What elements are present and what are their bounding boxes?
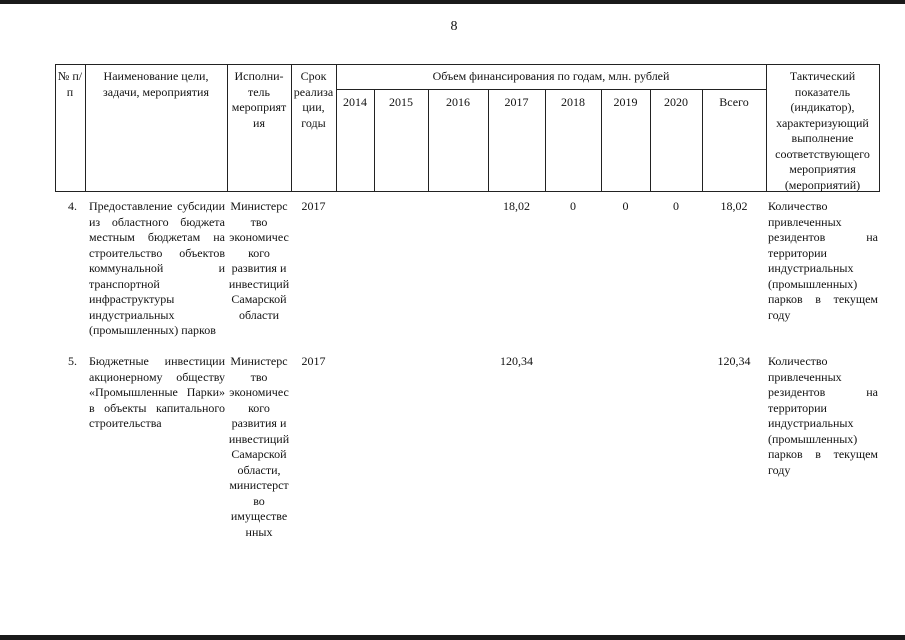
col-divider bbox=[879, 64, 880, 192]
header-year: 2015 bbox=[389, 95, 413, 109]
header-year: 2020 bbox=[664, 95, 688, 109]
row-value: 0 bbox=[673, 199, 679, 213]
row-total: 120,34 bbox=[717, 354, 751, 368]
header-funding-title: Объем финансирования по годам, млн. рублей bbox=[432, 69, 670, 83]
row-executor: Министерство экономического развития и инвестиций Самарской области bbox=[228, 199, 290, 322]
header-indicator: Тактический показатель (индикатор), характеризующий выполнение соответствующего мероприятия (мероприятий) bbox=[775, 69, 870, 192]
row-num: 5. bbox=[68, 354, 77, 368]
row-value: 0 bbox=[622, 199, 629, 213]
page-edge-top bbox=[0, 0, 905, 4]
header-total: Всего bbox=[719, 95, 749, 109]
page-edge-bottom bbox=[0, 635, 905, 640]
header-executor: Исполни-тель мероприятия bbox=[231, 69, 287, 130]
row-name: Предоставление субсидии из областного бюджета местным бюджетам на строительство объектов коммунальной и транспортной инфраструктуры индустриальных (промышленных) парков bbox=[89, 199, 225, 337]
row-indicator: Количество привлеченных резидентов на территории индустриальных (промышленных) парков в текущем году bbox=[768, 354, 878, 477]
col-divider bbox=[766, 64, 767, 192]
row-total: 18,02 bbox=[720, 199, 748, 213]
row-indicator: Количество привлеченных резидентов на территории индустриальных (промышленных) парков в текущем году bbox=[768, 199, 878, 322]
col-divider bbox=[227, 64, 228, 192]
col-divider bbox=[291, 64, 292, 192]
col-divider bbox=[55, 64, 56, 192]
row-name: Бюджетные инвестиции акционерному обществу «Промышленные Парки» в объекты капитального строительства bbox=[89, 354, 225, 430]
col-divider bbox=[85, 64, 86, 192]
row-term: 2017 bbox=[301, 199, 326, 213]
row-executor: Министерство экономического развития и инвестиций Самарской области, министерство имущественных bbox=[228, 354, 290, 539]
header-name: Наименование цели, задачи, мероприятия bbox=[103, 69, 209, 99]
row-value: 120,34 bbox=[500, 354, 533, 368]
header-year: 2014 bbox=[343, 95, 367, 109]
page-number: 8 bbox=[450, 19, 458, 34]
header-year: 2019 bbox=[613, 95, 638, 109]
header-year: 2016 bbox=[446, 95, 470, 109]
row-term: 2017 bbox=[301, 354, 326, 368]
header-term: Срок реализации, годы bbox=[293, 69, 334, 130]
col-divider bbox=[336, 64, 337, 192]
row-num: 4. bbox=[68, 199, 77, 213]
table-border-top bbox=[55, 64, 879, 65]
header-year: 2018 bbox=[561, 95, 585, 109]
row-value: 0 bbox=[570, 199, 576, 213]
header-year: 2017 bbox=[504, 95, 529, 109]
row-value: 18,02 bbox=[503, 199, 530, 213]
header-bottom-border bbox=[55, 191, 879, 192]
header-num: № п/п bbox=[57, 69, 83, 99]
